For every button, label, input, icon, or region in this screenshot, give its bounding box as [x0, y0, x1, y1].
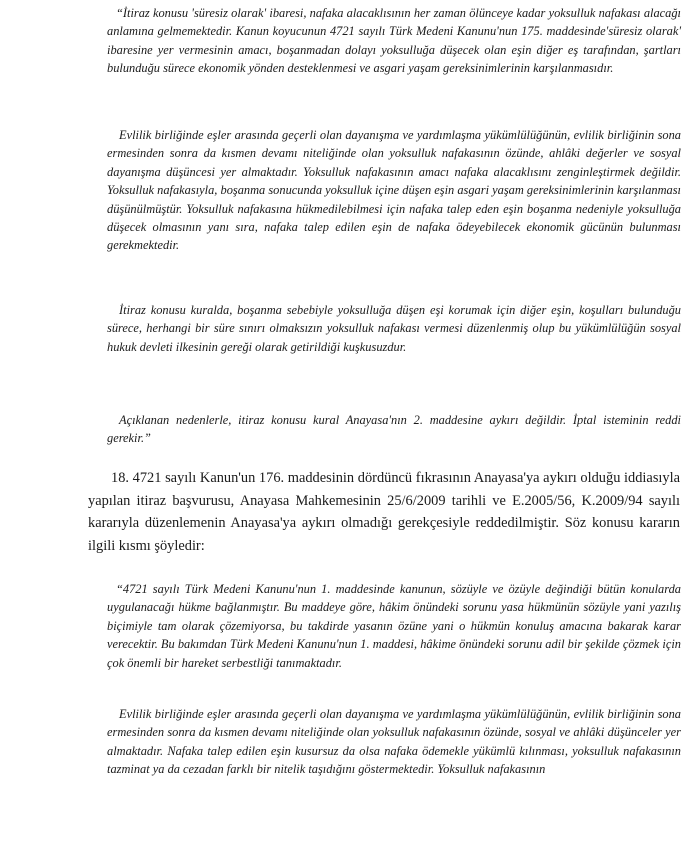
quote-paragraph: “4721 sayılı Türk Medeni Kanunu'nun 1. maddesinde kanunun, sözüyle ve özüyle değindiği bütün konularda uygulanacağı hükme bağlanmıştır. Bu maddeye göre, hâkim önündeki sorunu yasa hükmünün sözüyle yani yazılış biçimiyle tam olarak çözemiyorsa, bu takdirde yasanın özüne yani o hükmün konuluş amacına bakarak karar verecektir. Bu bakımdan Türk Medeni Kanunu'nun 1. maddesi, hâkime önündeki sorunu adil bir şekilde çözmek için çok önemli bir hareket serbestliği tanımaktadır.: [107, 582, 681, 670]
quote-paragraph: “İtiraz konusu 'süresiz olarak' ibaresi, nafaka alacaklısının her zaman ölünceye kadar yoksulluk nafakası alacağı anlamına gelmemektedir. Kanun koyucunun 4721 sayılı Türk Medeni Kanunu'nun 175. maddesinde'süresiz olarak' ibaresine yer vermesinin amacı, boşanmadan dolayı yoksulluğa düşecek olan eşin diğer eş tarafından, şartları bulunduğu sürece ekonomik yönden desteklenmesi ve asgari yaşam gereksinimlerinin karşılanmasıdır.: [107, 6, 681, 76]
quote-paragraph: Evlilik birliğinde eşler arasında geçerli olan dayanışma ve yardımlaşma yükümlülüğünün, evlilik birliğinin sona ermesinden sonra da kısmen devamı niteliğinde olan yoksulluk nafakasının özünde, ahlâki değerler ve sosyal dayanışma düşüncesi yer almaktadır. Yoksulluk nafakasının amacı nafaka alacaklısını zenginleştirmek değildir. Yoksulluk nafakasıyla, boşanma sonucunda yoksulluk içine düşen eşin asgari yaşam gereksinimlerinin karşılanması düşünülmüştür. Yoksulluk nafakasına hükmedilebilmesi için nafaka talep eden eşin boşanma nedeniyle yoksulluğa düşecek olmasının yanı sıra, nafaka talep edilen eşin de nafaka ödeyebilecek ekonomik gücünün bulunması gerekmektedir.: [107, 128, 681, 253]
quote-paragraph: Açıklanan nedenlerle, itiraz konusu kural Anayasa'nın 2. maddesine aykırı değildir. İptal isteminin reddi gerekir.”: [107, 413, 681, 446]
quote-paragraph: Evlilik birliğinde eşler arasında geçerli olan dayanışma ve yardımlaşma yükümlülüğünün, evlilik birliğinin sona ermesinden sonra da kısmen devamı niteliğinde olan yoksulluk nafakasının özünde, sosyal ve ahlâki düşünceler yer almaktadır. Nafaka talep edilen eşin kusursuz da olsa nafaka ödemekle yükümlü kılınması, yoksulluk nafakasının tazminat ya da cezadan farklı bir nitelik taşıdığını göstermektedir. Yoksulluk nafakasının: [107, 707, 681, 777]
paragraph-18: 18. 4721 sayılı Kanun'un 176. maddesinin dördüncü fıkrasının Anayasa'ya aykırı olduğu iddiasıyla yapılan itiraz başvurusu, Anayasa Mahkemesinin 25/6/2009 tarihli ve E.2005/56, K.2009/94 sayılı kararıyla düzenlemenin Anayasa'ya aykırı olmadığı gerekçesiyle reddedilmiştir. Söz konusu kararın ilgili kısmı şöyledir:: [88, 470, 680, 554]
quote-paragraph: İtiraz konusu kuralda, boşanma sebebiyle yoksulluğa düşen eşi korumak için diğer eşin, koşulları bulunduğu sürece, herhangi bir süre sınırı olmaksızın yoksulluk nafakası vermesi düzenlenmiş olup bu yükümlülüğün sosyal hukuk devleti ilkesinin gereği olarak getirildiği kuşkusuzdur.: [107, 303, 681, 354]
